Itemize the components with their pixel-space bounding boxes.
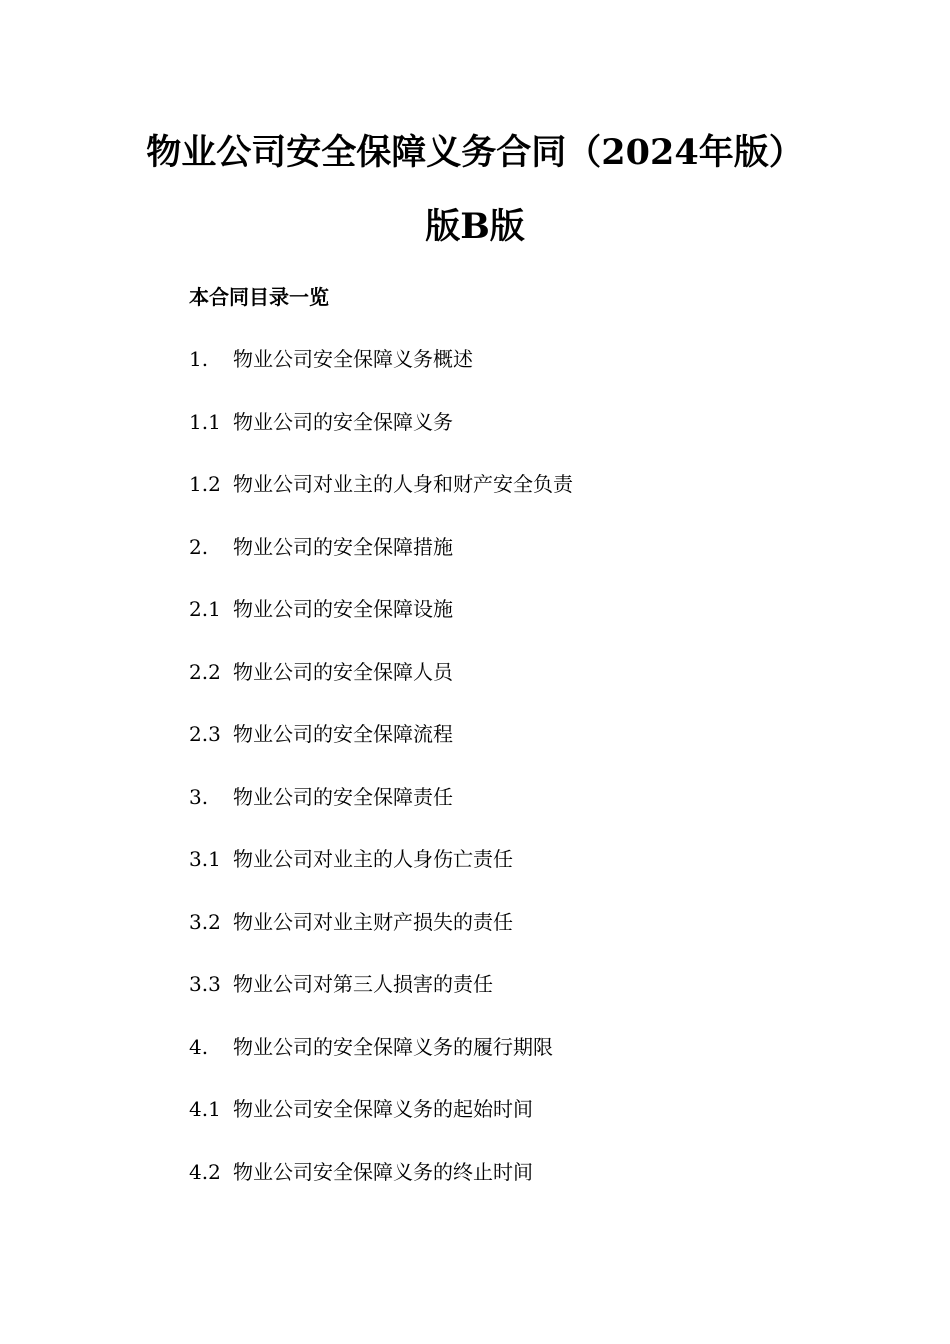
toc-item-number: 4.2: [189, 1159, 221, 1184]
toc-item-number: 2.3: [189, 722, 221, 746]
toc-item-number: 3.: [189, 784, 209, 809]
toc-item-number: 3.3: [189, 972, 221, 996]
toc-item-text: 物业公司的安全保障义务: [233, 409, 453, 434]
toc-item: [189, 907, 889, 937]
toc-item-text: 物业公司对业主的人身伤亡责任: [233, 847, 513, 871]
toc-item: [189, 1157, 889, 1187]
toc-item-text: 物业公司对业主财产损失的责任: [233, 909, 513, 934]
toc-item: [189, 407, 889, 437]
toc-item-number: 4.1: [189, 1097, 221, 1121]
toc-item-number: 3.1: [189, 847, 221, 871]
toc-item: [189, 1032, 889, 1062]
document-title-suffix: 版B版: [425, 206, 525, 247]
toc-item-number: 2.2: [189, 659, 221, 684]
toc-item: [189, 469, 889, 499]
toc-item-text: 物业公司安全保障义务的终止时间: [233, 1159, 533, 1184]
toc-item-text: 物业公司的安全保障措施: [233, 534, 453, 559]
table-of-contents: [189, 282, 889, 1219]
toc-item-text: 物业公司的安全保障责任: [233, 784, 453, 809]
toc-item: [189, 344, 889, 374]
toc-item-number: 3.2: [189, 909, 221, 934]
toc-item: [189, 719, 889, 749]
toc-item: [189, 844, 889, 874]
toc-item-number: 2.: [189, 534, 209, 559]
toc-item-text: 物业公司对业主的人身和财产安全负责: [233, 472, 573, 496]
toc-item-text: 物业公司安全保障义务概述: [233, 347, 473, 371]
toc-item-number: 1.2: [189, 472, 221, 496]
toc-item-text: 物业公司对第三人损害的责任: [233, 972, 493, 996]
toc-item-text: 物业公司的安全保障义务的履行期限: [233, 1034, 553, 1059]
toc-item-number: 1.1: [189, 409, 221, 434]
document-title: 物业公司安全保障义务合同（2024年版）: [146, 132, 804, 173]
toc-item-text: 物业公司的安全保障设施: [233, 597, 453, 621]
toc-item-number: 2.1: [189, 597, 221, 621]
toc-heading: 本合同目录一览: [189, 285, 329, 309]
toc-item-text: 物业公司的安全保障流程: [233, 722, 453, 746]
toc-item: [189, 532, 889, 562]
toc-item-number: 4.: [189, 1034, 209, 1059]
toc-list: [189, 344, 889, 1187]
toc-item-text: 物业公司安全保障义务的起始时间: [233, 1097, 533, 1121]
toc-item: [189, 782, 889, 812]
toc-item: [189, 1094, 889, 1124]
toc-item: [189, 594, 889, 624]
toc-item-number: 1.: [189, 347, 209, 371]
toc-item-text: 物业公司的安全保障人员: [233, 659, 453, 684]
toc-item: [189, 657, 889, 687]
toc-item: [189, 969, 889, 999]
